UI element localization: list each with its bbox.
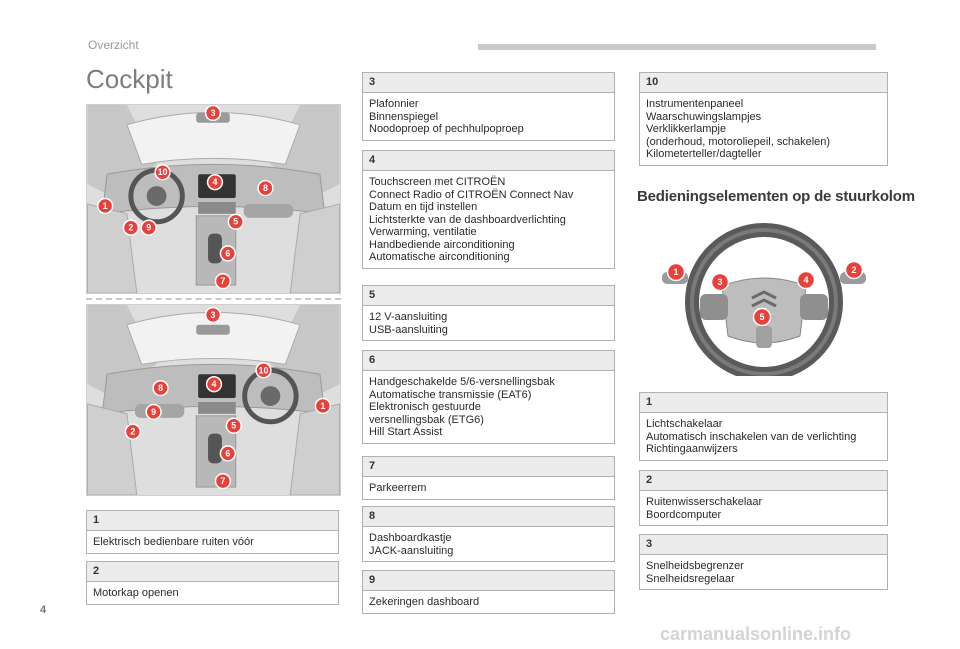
legend-box-1 xyxy=(86,510,339,554)
steering-legend-box-1 xyxy=(639,392,888,461)
legend-box-number: 1 xyxy=(87,511,338,531)
legend-item: Elektronisch gestuurde versnellingsbak (ETG6) xyxy=(369,401,484,426)
legend-box-5 xyxy=(362,285,615,341)
svg-text:7: 7 xyxy=(220,476,226,487)
legend-item: Snelheidsbegrenzer xyxy=(646,560,744,572)
legend-box-number: 8 xyxy=(363,507,614,527)
svg-text:1: 1 xyxy=(102,200,108,211)
svg-text:5: 5 xyxy=(233,216,239,227)
svg-text:8: 8 xyxy=(158,383,164,394)
svg-text:4: 4 xyxy=(803,275,809,285)
legend-box-number: 6 xyxy=(363,351,614,371)
legend-item: JACK-aansluiting xyxy=(369,544,454,557)
legend-box-9 xyxy=(362,570,615,614)
steering-legend-box-3 xyxy=(639,534,888,590)
legend-item: Verwarming, ventilatie xyxy=(369,226,477,238)
svg-text:9: 9 xyxy=(146,222,152,233)
legend-box-number: 9 xyxy=(363,571,614,591)
svg-text:3: 3 xyxy=(717,277,723,287)
svg-text:3: 3 xyxy=(210,309,216,320)
svg-text:5: 5 xyxy=(759,312,765,322)
legend-item: Handbediende airconditioning xyxy=(369,238,515,251)
legend-item: Zekeringen dashboard xyxy=(369,596,480,608)
legend-item: Elektrisch bedienbare ruiten vóór xyxy=(93,536,254,548)
legend-item: Kilometerteller/dagteller xyxy=(646,148,762,160)
legend-item: Automatische transmissie (EAT6) xyxy=(369,388,532,401)
svg-text:3: 3 xyxy=(210,107,216,118)
legend-item: Ruitenwisserschakelaar xyxy=(646,496,763,508)
legend-box-number: 7 xyxy=(363,457,614,477)
svg-text:2: 2 xyxy=(130,426,136,437)
legend-item: Boordcomputer xyxy=(646,508,722,521)
svg-text:2: 2 xyxy=(128,222,134,233)
cockpit-illustration-bottom xyxy=(86,304,341,496)
steering-legend-box-2 xyxy=(639,470,888,526)
svg-text:4: 4 xyxy=(212,177,218,188)
legend-box-4 xyxy=(362,150,615,269)
illustration-separator xyxy=(86,298,341,300)
legend-item: Richtingaanwijzers xyxy=(646,443,738,455)
legend-item: Instrumentenpaneel xyxy=(646,98,744,110)
svg-text:9: 9 xyxy=(151,406,157,417)
legend-item: Hill Start Assist xyxy=(369,426,443,438)
svg-text:1: 1 xyxy=(673,267,679,277)
steering-section-title: Bedieningselementen op de stuurkolom xyxy=(637,188,915,205)
legend-box-10 xyxy=(639,72,888,166)
page-title: Cockpit xyxy=(86,64,173,94)
svg-text:1: 1 xyxy=(320,400,326,411)
legend-item: Waarschuwingslampjes xyxy=(646,110,762,123)
legend-item: 12 V-aansluiting xyxy=(369,311,448,323)
legend-box-8 xyxy=(362,506,615,562)
svg-text:8: 8 xyxy=(262,183,268,194)
legend-box-3 xyxy=(362,72,615,141)
watermark: carmanualsonline.info xyxy=(660,624,852,644)
page-number: 4 xyxy=(40,604,47,616)
section-label: Overzicht xyxy=(88,38,139,52)
legend-item: Automatische airconditioning xyxy=(369,251,510,263)
legend-item: Lichtschakelaar xyxy=(646,418,723,430)
legend-box-6 xyxy=(362,350,615,444)
legend-item: Automatisch inschakelen van de verlichting xyxy=(646,430,857,443)
legend-box-2 xyxy=(86,561,339,605)
legend-box-number: 4 xyxy=(363,151,614,171)
legend-box-number: 3 xyxy=(640,535,887,555)
legend-box-number: 2 xyxy=(87,562,338,582)
legend-item: Motorkap openen xyxy=(93,587,179,599)
legend-item: Dashboardkastje xyxy=(369,532,452,544)
legend-item: Touchscreen met CITROËN Connect Radio of CITROËN Connect Nav xyxy=(369,176,574,201)
steering-wheel-illustration xyxy=(640,216,888,376)
svg-text:10: 10 xyxy=(258,365,269,376)
legend-box-number: 1 xyxy=(640,393,887,413)
legend-box-number: 3 xyxy=(363,73,614,93)
cockpit-drawing-bottom xyxy=(87,305,340,495)
svg-text:6: 6 xyxy=(225,448,231,459)
legend-box-number: 10 xyxy=(640,73,887,93)
svg-text:4: 4 xyxy=(211,379,217,390)
legend-item: Lichtsterkte van de dashboardverlichting xyxy=(369,213,566,226)
svg-text:5: 5 xyxy=(231,420,237,431)
legend-item: Datum en tijd instellen xyxy=(369,201,478,213)
svg-text:7: 7 xyxy=(220,276,226,287)
legend-box-number: 5 xyxy=(363,286,614,306)
cockpit-illustration-top xyxy=(86,104,341,294)
cockpit-drawing-top xyxy=(87,105,340,293)
svg-text:10: 10 xyxy=(157,167,168,178)
header-bar xyxy=(478,44,876,50)
legend-box-number: 2 xyxy=(640,471,887,491)
legend-item: USB-aansluiting xyxy=(369,323,448,336)
svg-text:2: 2 xyxy=(851,265,857,275)
legend-item: Verklikkerlampje (onderhoud, motoroliepeil, schakelen) xyxy=(646,123,831,148)
legend-item: Noodoproep of pechhulpoproep xyxy=(369,123,524,135)
legend-item: Binnenspiegel xyxy=(369,110,439,123)
legend-item: Plafonnier xyxy=(369,98,419,110)
legend-box-7 xyxy=(362,456,615,500)
svg-text:6: 6 xyxy=(225,248,231,259)
legend-item: Snelheidsregelaar xyxy=(646,572,735,585)
legend-item: Handgeschakelde 5/6-versnellingsbak xyxy=(369,376,555,388)
legend-item: Parkeerrem xyxy=(369,482,427,494)
steering-wheel-drawing xyxy=(640,216,888,376)
